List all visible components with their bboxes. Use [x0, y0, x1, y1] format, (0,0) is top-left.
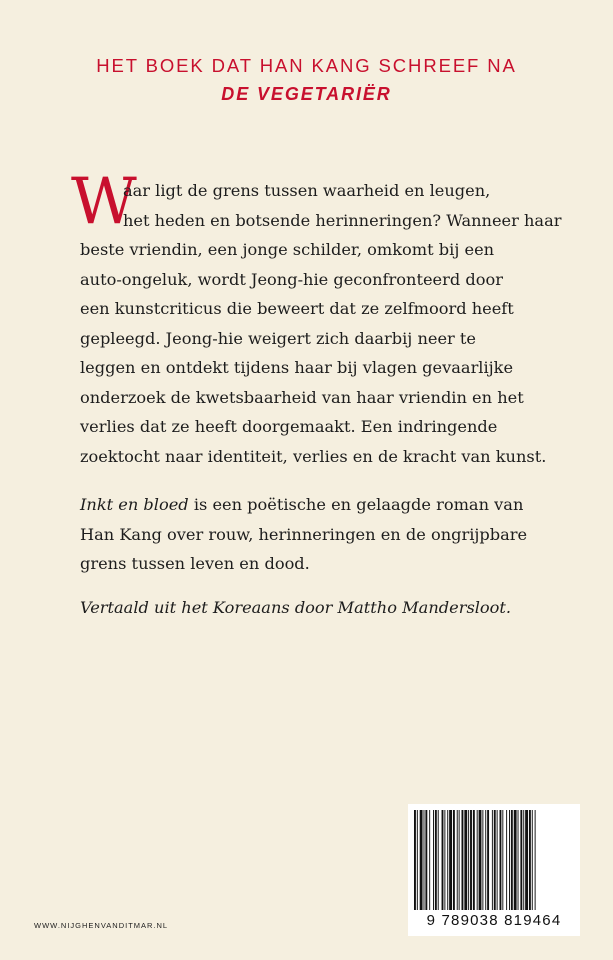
translator-credit: Vertaald uit het Koreaans door Mattho Mandersloot. [80, 598, 512, 617]
blurb-line: aar ligt de grens tussen waarheid en leugen, [123, 181, 491, 200]
blurb-line: een kunstcriticus die beweert dat ze zelfmoord heeft [80, 299, 514, 318]
blurb-line: zoektocht naar identiteit, verlies en de kracht van kunst. [80, 446, 547, 466]
blurb-line: gepleegd. Jeong-hie weigert zich daarbij neer te [80, 328, 477, 348]
summary-line [80, 490, 560, 520]
blurb-line: leggen en ontdekt tijdens haar bij vlagen gevaarlijke [80, 358, 514, 377]
barcode [408, 804, 580, 936]
summary-line: grens tussen leven en dood. [80, 554, 310, 573]
barcode-bars-icon [414, 810, 574, 910]
drop-cap: W [71, 165, 137, 239]
tagline-line-2: DE VEGETARIËR [221, 84, 392, 104]
blurb-line: beste vriendin, een jonge schilder, omkomt bij een [80, 240, 495, 259]
tagline [0, 51, 613, 109]
tagline-line-1: HET BOEK DAT HAN KANG SCHREEF NA [96, 55, 517, 76]
summary-paragraph [80, 490, 560, 579]
summary-line-rest: is een poëtische en gelaagde roman van [188, 495, 524, 514]
blurb-line: verlies dat ze heeft doorgemaakt. Een indringende [80, 417, 498, 436]
blurb-line: auto-ongeluk, wordt Jeong-hie geconfronteerd door [80, 269, 503, 289]
isbn-number: 9 789038 819464 [426, 912, 562, 929]
summary-line: Han Kang over rouw, herinneringen en de ongrijpbare [80, 524, 528, 544]
publisher-url: WWW.NIJGHENVANDITMAR.NL [34, 921, 169, 930]
book-title: Inkt en bloed [80, 495, 189, 514]
blurb-paragraph [80, 176, 560, 471]
blurb-line: het heden en botsende herinneringen? Wanneer haar [123, 210, 562, 230]
blurb-line: onderzoek de kwetsbaarheid van haar vriendin en het [80, 387, 524, 407]
